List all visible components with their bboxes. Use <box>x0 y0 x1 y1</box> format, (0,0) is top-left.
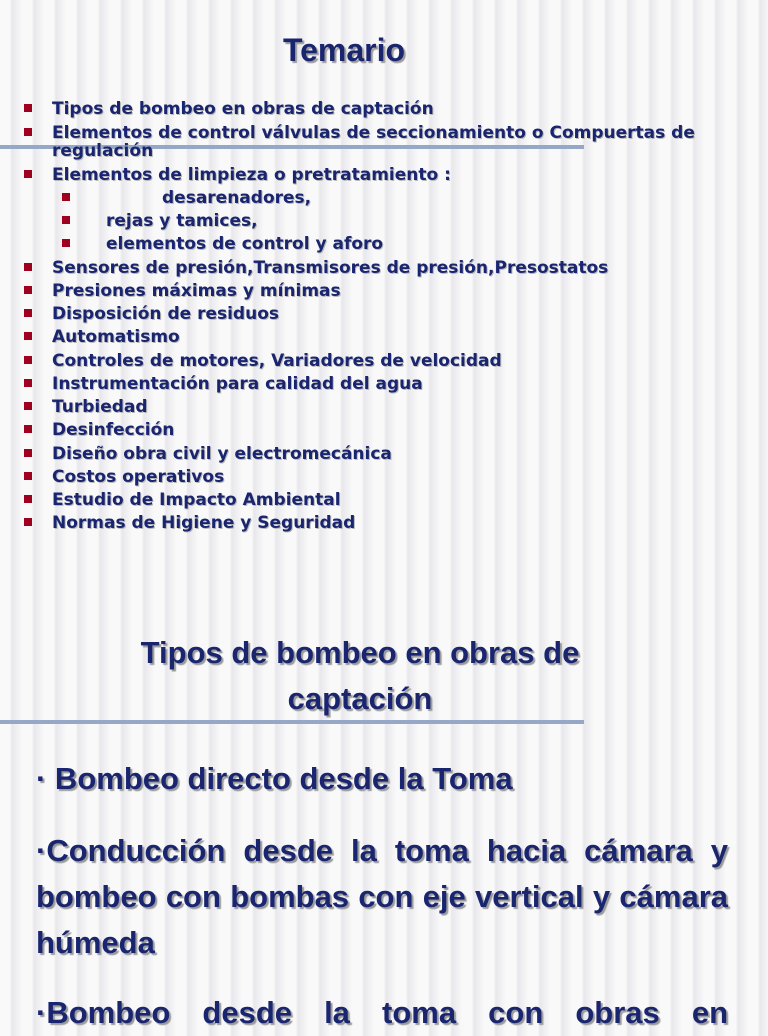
list-item: Sensores de presión,Transmisores de presión,Presostatos <box>52 258 609 278</box>
bullet-icon <box>24 449 32 457</box>
bullet-icon <box>24 170 32 178</box>
sub-bullet-icon <box>62 193 70 201</box>
bullet-icon <box>24 286 32 294</box>
sub-list-item: elementos de control y aforo <box>106 234 384 254</box>
bullet-icon <box>24 379 32 387</box>
bullet-icon <box>24 356 32 364</box>
content-point: ·Bombeo desde la toma con obras en <box>36 995 728 1030</box>
bullet-icon <box>24 472 32 480</box>
slide-title-line-1: Tipos de bombeo en obras de <box>140 635 580 670</box>
content-point: · Bombeo directo desde la Toma <box>36 761 513 796</box>
slide-tipos-de-bombeo <box>0 588 768 1030</box>
bullet-icon <box>24 104 32 112</box>
title-divider <box>0 720 584 724</box>
list-item: Elementos de limpieza o pretratamiento : <box>52 165 451 185</box>
slide-title-line-2: captación <box>287 681 433 716</box>
list-item: Costos operativos <box>52 467 225 487</box>
list-item-continuation: regulación <box>52 141 154 161</box>
list-item: Desinfección <box>52 420 175 440</box>
bullet-icon <box>24 309 32 317</box>
bullet-icon <box>24 402 32 410</box>
list-item: Turbiedad <box>52 397 148 417</box>
list-item: Presiones máximas y mínimas <box>52 281 341 301</box>
sub-list-item: desarenadores, <box>162 188 312 208</box>
bullet-icon <box>24 425 32 433</box>
list-item: Estudio de Impacto Ambiental <box>52 490 341 510</box>
list-item: Tipos de bombeo en obras de captación <box>52 99 434 119</box>
bullet-icon <box>24 128 32 136</box>
list-item: Instrumentación para calidad del agua <box>52 374 423 394</box>
bullet-icon <box>24 495 32 503</box>
list-item: Normas de Higiene y Seguridad <box>52 513 356 533</box>
list-item: Disposición de residuos <box>52 304 280 324</box>
list-item: Elementos de control válvulas de seccionamiento o Compuertas de <box>52 123 695 143</box>
bullet-icon <box>24 263 32 271</box>
list-item: Controles de motores, Variadores de velocidad <box>52 351 502 371</box>
bullet-icon <box>24 332 32 340</box>
slide-title: Temario <box>282 32 406 68</box>
sub-list-item: rejas y tamices, <box>106 211 258 231</box>
bullet-icon <box>24 518 32 526</box>
content-point: ·Conducción desde la toma hacia cámara y bombeo con bombas con eje vertical y cámara húmeda <box>36 833 728 960</box>
sub-bullet-icon <box>62 216 70 224</box>
list-item: Automatismo <box>52 327 180 347</box>
sub-bullet-icon <box>62 239 70 247</box>
list-item: Diseño obra civil y electromecánica <box>52 444 392 464</box>
